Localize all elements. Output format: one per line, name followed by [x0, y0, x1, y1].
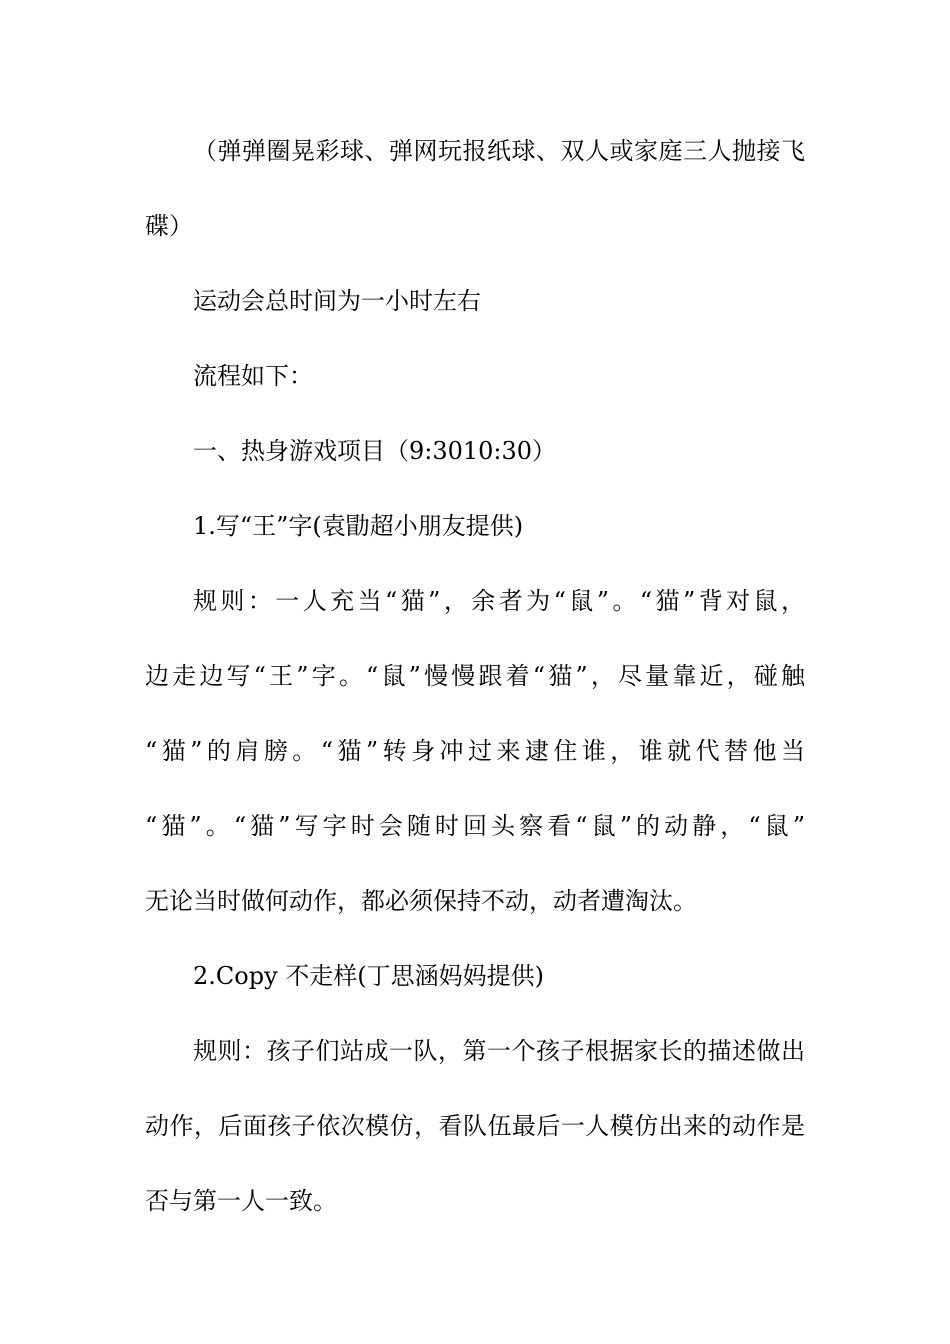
game-title-1: 1.写“王”字(袁勖超小朋友提供): [193, 512, 524, 540]
text-line-9: “猫”的肩膀。“猫”转身冲过来逮住谁，谁就代替他当: [145, 737, 805, 765]
text-line-10: “猫”。“猫”写字时会随时回头察看“鼠”的动静，“鼠”: [145, 812, 805, 840]
section-heading-warmup: 一、热身游戏项目（9:3010:30）: [193, 437, 557, 465]
game-title-2: 2.Copy 不走样(丁思涵妈妈提供): [193, 962, 544, 990]
text-line-3: 运动会总时间为一小时左右: [193, 287, 481, 315]
text-line-14: 动作，后面孩子依次模仿，看队伍最后一人模仿出来的动作是: [145, 1112, 805, 1140]
text-line-8: 边走边写“王”字。“鼠”慢慢跟着“猫”，尽量靠近，碰触: [145, 662, 805, 690]
document-body: [145, 114, 805, 1239]
text-line-11: 无论当时做何动作，都必须保持不动，动者遭淘汰。: [145, 887, 697, 915]
text-line-2: 碟）: [145, 212, 193, 240]
text-line-13: 规则：孩子们站成一队，第一个孩子根据家长的描述做出: [193, 1037, 805, 1065]
text-line-4: 流程如下：: [193, 362, 313, 390]
text-line-7: 规则：一人充当“猫”，余者为“鼠”。“猫”背对鼠，: [193, 587, 805, 615]
text-line-1: （弹弹圈晃彩球、弹网玩报纸球、双人或家庭三人抛接飞: [193, 137, 805, 165]
text-line-15: 否与第一人一致。: [145, 1187, 337, 1215]
